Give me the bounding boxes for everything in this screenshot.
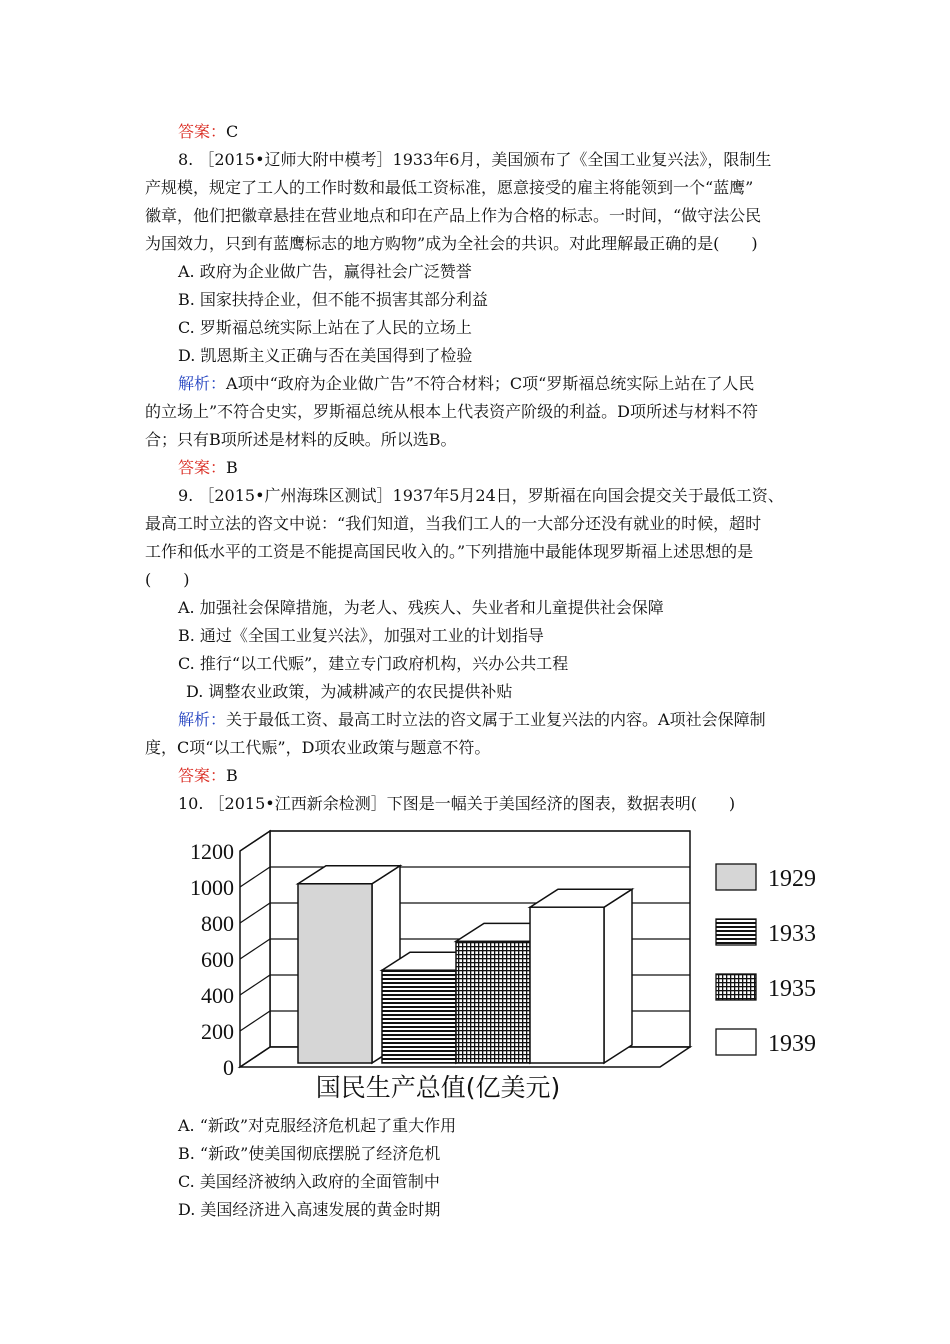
q9-option-c: C. 推行“以工代赈”，建立专门政府机构，兴办公共工程 — [178, 654, 569, 673]
legend-label-1929: 1929 — [768, 866, 816, 892]
q8-option-a: A. 政府为企业做广告，赢得社会广泛赞誉 — [178, 262, 472, 281]
analysis-text: 关于最低工资、最高工时立法的咨文属于工业复兴法的内容。A项社会保障制 — [226, 710, 766, 729]
analysis-label: 解析： — [178, 374, 227, 393]
y-tick-label: 600 — [201, 947, 234, 972]
q8-answer — [178, 458, 238, 478]
bar-front — [298, 884, 372, 1063]
q9-answer — [178, 766, 238, 786]
bar-side — [604, 889, 632, 1063]
y-tick-label: 1000 — [190, 875, 234, 900]
answer-label: 答案： — [178, 458, 227, 477]
analysis-label: 解析： — [178, 710, 227, 729]
q9-stem-line-3: 工作和低水平的工资是不能提高国民收入的。”下列措施中最能体现罗斯福上述思想的是 — [145, 542, 754, 561]
q10-option-a: A. “新政”对克服经济危机起了重大作用 — [178, 1116, 457, 1135]
legend-label-1933: 1933 — [768, 921, 816, 947]
q8-analysis-line-3: 合；只有B项所述是材料的反映。所以选B。 — [145, 430, 457, 449]
gnp-bar-chart — [170, 826, 830, 1110]
analysis-text: A项中“政府为企业做广告”不符合材料；C项“罗斯福总统实际上站在了人民 — [226, 374, 755, 393]
q9-stem-line-2: 最高工时立法的咨文中说：“我们知道，当我们工人的一大部分还没有就业的时候，超时 — [145, 514, 762, 533]
q10-option-b: B. “新政”使美国彻底摆脱了经济危机 — [178, 1144, 441, 1163]
q8-analysis-line-1 — [178, 374, 754, 394]
q8-stem-line-1: 8. ［2015•辽师大附中模考］1933年6月，美国颁布了《全国工业复兴法》，限制生 — [178, 150, 772, 169]
q10-option-c: C. 美国经济被纳入政府的全面管制中 — [178, 1172, 440, 1191]
q9-stem-line-4: ( ) — [145, 570, 190, 589]
q9-option-d: D. 调整农业政策，为减耕减产的农民提供补贴 — [186, 682, 513, 701]
bar-front — [456, 941, 530, 1063]
legend-swatch-1933 — [716, 919, 756, 945]
q8-option-c: C. 罗斯福总统实际上站在了人民的立场上 — [178, 318, 472, 337]
y-tick-label: 400 — [201, 983, 234, 1008]
x-axis-label: 国民生产总值(亿美元) — [315, 1073, 561, 1102]
q8-stem-line-4: 为国效力，只到有蓝鹰标志的地方购物”成为全社会的共识。对此理解最正确的是( ) — [145, 234, 758, 253]
bar-front — [530, 907, 604, 1063]
q8-option-d: D. 凯恩斯主义正确与否在美国得到了检验 — [178, 346, 473, 365]
answer-label: 答案： — [178, 766, 227, 785]
legend-swatch-1935 — [716, 974, 756, 1000]
q8-option-b: B. 国家扶持企业，但不能不损害其部分利益 — [178, 290, 488, 309]
q8-analysis-line-2: 的立场上”不符合史实，罗斯福总统从根本上代表资产阶级的利益。D项所述与材料不符 — [145, 402, 759, 421]
q10-option-d: D. 美国经济进入高速发展的黄金时期 — [178, 1200, 441, 1219]
answer-value: B — [226, 458, 238, 477]
answer-label: 答案： — [178, 122, 227, 141]
q10-stem-line-1: 10. ［2015•江西新余检测］下图是一幅关于美国经济的图表，数据表明( ) — [178, 794, 736, 813]
q9-analysis-line-1 — [178, 710, 766, 730]
q7-answer — [178, 122, 238, 142]
y-tick-label: 0 — [223, 1055, 234, 1080]
q9-option-a: A. 加强社会保障措施，为老人、残疾人、失业者和儿童提供社会保障 — [178, 598, 664, 617]
y-axis-ticks — [190, 839, 234, 1080]
q9-option-b: B. 通过《全国工业复兴法》，加强对工业的计划指导 — [178, 626, 544, 645]
legend — [716, 864, 816, 1057]
q9-stem-line-1: 9. ［2015•广州海珠区测试］1937年5月24日，罗斯福在向国会提交关于最低工资、 — [178, 486, 784, 505]
q8-stem-line-2: 产规模，规定了工人的工作时数和最低工资标准，愿意接受的雇主将能领到一个“蓝鹰” — [145, 178, 754, 197]
answer-value: C — [226, 122, 239, 141]
bar-front — [382, 970, 456, 1063]
q9-analysis-line-2: 度，C项“以工代赈”，D项农业政策与题意不符。 — [145, 738, 491, 757]
legend-swatch-1939 — [716, 1029, 756, 1055]
y-tick-label: 200 — [201, 1019, 234, 1044]
legend-label-1935: 1935 — [768, 976, 816, 1002]
legend-swatch-1929 — [716, 864, 756, 890]
y-tick-label: 1200 — [190, 839, 234, 864]
y-tick-label: 800 — [201, 911, 234, 936]
bar-1939 — [530, 889, 632, 1063]
legend-label-1939: 1939 — [768, 1031, 816, 1057]
answer-value: B — [226, 766, 238, 785]
q8-stem-line-3: 徽章，他们把徽章悬挂在营业地点和印在产品上作为合格的标志。一时间，“做守法公民 — [145, 206, 762, 225]
